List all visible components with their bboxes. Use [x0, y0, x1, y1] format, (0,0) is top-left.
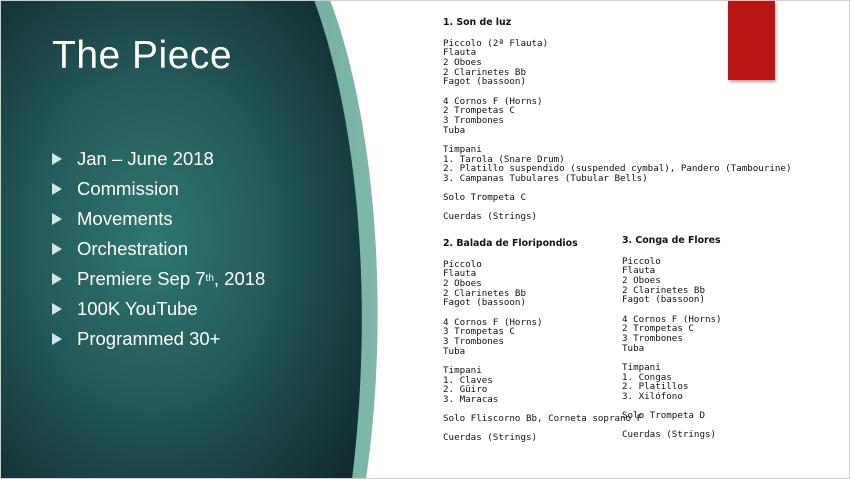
instrument-line: Fagot (bassoon): [443, 297, 526, 309]
instrument-line: Solo Trompeta C: [443, 192, 526, 204]
instrument-line: 3 Trompetas C: [443, 326, 515, 338]
instrument-line: Timpani: [443, 143, 482, 155]
instrument-line: 2 Oboes: [443, 278, 482, 290]
instrument-line: 1. Claves: [443, 374, 493, 386]
instrument-line: Cuerdas (Strings): [622, 429, 717, 441]
bullet-item: Orchestration: [52, 234, 265, 264]
instrument-line: 2 Clarinetes Bb: [443, 287, 526, 299]
instrument-line: 1. Congas: [622, 371, 672, 383]
bullet-triangle-icon: [52, 333, 62, 345]
instrument-line: 2 Trompetas C: [622, 323, 694, 335]
instrument-line: 4 Cornos F (Horns): [443, 316, 543, 328]
instrument-line: Timpani: [622, 361, 661, 373]
instrument-line: Cuerdas (Strings): [443, 211, 538, 223]
bullet-triangle-icon: [52, 303, 62, 315]
instrument-line: Tuba: [443, 345, 466, 357]
instrument-line: Tuba: [622, 342, 645, 354]
instrument-line: 3. Maracas: [443, 393, 499, 405]
instrument-line: 2. Platillo suspendido (suspended cymbal), Pandero (Tambourine): [443, 163, 792, 175]
movement-1-orchestration: [443, 18, 791, 222]
instrument-line: Tuba: [443, 124, 466, 136]
instrument-line: Solo Trompeta D: [622, 410, 705, 422]
bullet-triangle-icon: [52, 183, 62, 195]
instrument-line: Fagot (bassoon): [622, 294, 705, 306]
bullet-item: Jan – June 2018: [52, 144, 265, 174]
instrument-line: 3 Trombones: [622, 333, 683, 345]
movement-heading: 2. Balada de Floripondios: [443, 238, 578, 249]
instrument-line: Piccolo: [443, 258, 482, 270]
instrument-line: 2 Clarinetes Bb: [443, 66, 526, 78]
instrument-line: Piccolo: [622, 255, 661, 267]
movement-heading: 1. Son de luz: [443, 17, 512, 28]
group-spacer: [443, 135, 791, 145]
instrument-line: 3. Campanas Tubulares (Tubular Bells): [443, 172, 648, 184]
instrument-line: 2. Platillos: [622, 381, 689, 393]
instrument-line: 4 Cornos F (Horns): [443, 95, 543, 107]
instrument-line: Cuerdas (Strings): [443, 432, 538, 444]
instrument-line: 2 Oboes: [622, 275, 661, 287]
bullet-triangle-icon: [52, 273, 62, 285]
slide-title: The Piece: [52, 34, 233, 77]
bullet-triangle-icon: [52, 213, 62, 225]
instrument-line: Solo Fliscorno Bb, Corneta soprano F: [443, 413, 643, 425]
instrument-line: Flauta: [622, 265, 656, 277]
bullet-item: Premiere Sep 7 th , 2018: [52, 264, 265, 294]
instrument-line: 3 Trombones: [443, 115, 504, 127]
bullet-item: Commission: [52, 174, 265, 204]
bullet-list: [52, 144, 265, 354]
instrument-line: Fagot (bassoon): [443, 76, 526, 88]
bullet-item: Movements: [52, 204, 265, 234]
instrument-line: 1. Tarola (Snare Drum): [443, 153, 565, 165]
instrument-line: Flauta: [443, 268, 477, 280]
movement-2-orchestration: [443, 239, 642, 443]
movement-3-orchestration: [622, 236, 722, 440]
bullet-triangle-icon: [52, 153, 62, 165]
instrument-line: 3 Trombones: [443, 336, 504, 348]
instrument-line: Piccolo (2ª Flauta): [443, 37, 549, 49]
instrument-line: 2 Clarinetes Bb: [622, 284, 705, 296]
instrument-line: 2 Trompetas C: [443, 105, 515, 117]
instrument-line: 2 Oboes: [443, 57, 482, 69]
instrument-line: 4 Cornos F (Horns): [622, 313, 722, 325]
movement-heading: 3. Conga de Flores: [622, 235, 721, 246]
bullet-item: Programmed 30+: [52, 324, 265, 354]
instrument-line: Timpani: [443, 364, 482, 376]
instrument-line: 3. Xilófono: [622, 390, 683, 402]
instrument-line: Flauta: [443, 47, 477, 59]
bullet-item: 100K YouTube: [52, 294, 265, 324]
bullet-triangle-icon: [52, 243, 62, 255]
instrument-line: 2. Güiro: [443, 384, 488, 396]
